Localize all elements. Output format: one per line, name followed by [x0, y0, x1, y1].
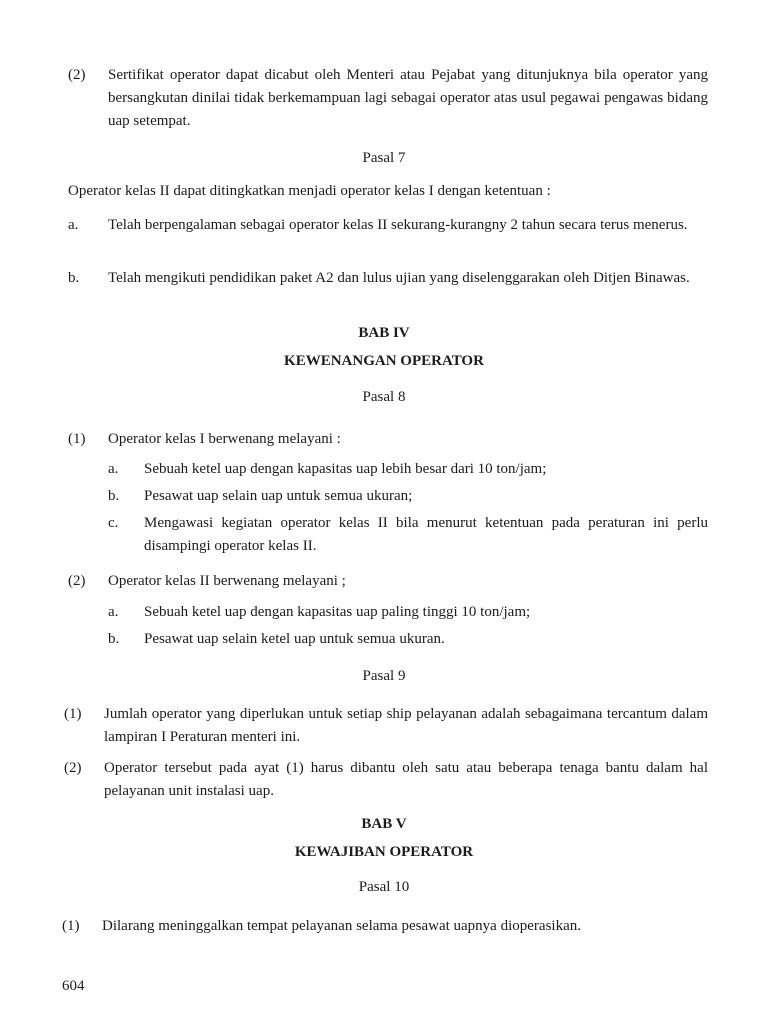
list-item: Sebuah ketel uap dengan kapasitas uap lebih besar dari 10 ton/jam; — [144, 461, 547, 477]
list-label: c. — [108, 515, 119, 531]
chapter-subtitle: KEWENANGAN OPERATOR — [284, 353, 484, 369]
list-label: b. — [68, 270, 80, 286]
list-item: Sebuah ketel uap dengan kapasitas uap paling tinggi 10 ton/jam; — [144, 604, 531, 620]
list-item: Telah mengikuti pendidikan paket A2 dan lulus ujian yang diselenggarakan oleh Ditjen Binawas. — [108, 270, 690, 286]
paragraph: Operator kelas II dapat ditingkatkan menjadi operator kelas I dengan ketentuan : — [68, 183, 551, 199]
list-label: a. — [108, 461, 119, 477]
paragraph: Sertifikat operator dapat dicabut oleh Menteri atau Pejabat yang ditunjuknya bila operator yang bersangkutan dinilai tidak berkemampuan lagi sebagai operator atas usul pegawai pengawas bidang uap setempat. — [108, 67, 708, 129]
item-number: (2) — [64, 760, 82, 776]
list-item: Pesawat uap selain ketel uap untuk semua ukuran. — [144, 631, 445, 647]
list-label: b. — [108, 631, 120, 647]
item-number: (2) — [68, 67, 86, 83]
chapter-subtitle: KEWAJIBAN OPERATOR — [294, 844, 474, 860]
list-label: a. — [68, 217, 79, 233]
item-number: (2) — [68, 573, 86, 589]
list-item: Pesawat uap selain uap untuk semua ukuran; — [144, 488, 413, 504]
page-number: 604 — [62, 978, 85, 994]
paragraph: Jumlah operator yang diperlukan untuk setiap ship pelayanan adalah sebagaimana tercantum dalam lampiran I Peraturan menteri ini. — [104, 706, 708, 745]
paragraph: Operator kelas II berwenang melayani ; — [108, 573, 346, 589]
article-title: Pasal 7 — [362, 150, 406, 166]
article-title: Pasal 8 — [362, 389, 406, 405]
list-label: b. — [108, 488, 120, 504]
paragraph: Operator tersebut pada ayat (1) harus dibantu oleh satu atau beberapa tenaga bantu dalam hal pelayanan unit instalasi uap. — [104, 760, 708, 799]
item-number: (1) — [62, 918, 80, 934]
paragraph: Dilarang meninggalkan tempat pelayanan selama pesawat uapnya dioperasikan. — [102, 918, 581, 934]
paragraph: Operator kelas I berwenang melayani : — [108, 431, 341, 447]
list-label: a. — [108, 604, 119, 620]
chapter-title: BAB IV — [358, 325, 410, 341]
list-item: Mengawasi kegiatan operator kelas II bila menurut ketentuan pada peraturan ini perlu disampingi operator kelas II. — [144, 515, 708, 554]
chapter-title: BAB V — [361, 816, 407, 832]
article-title: Pasal 10 — [358, 879, 410, 895]
item-number: (1) — [64, 706, 82, 722]
item-number: (1) — [68, 431, 86, 447]
article-title: Pasal 9 — [362, 668, 406, 684]
list-item: Telah berpengalaman sebagai operator kelas II sekurang-kurangny 2 tahun secara terus menerus. — [108, 217, 688, 233]
